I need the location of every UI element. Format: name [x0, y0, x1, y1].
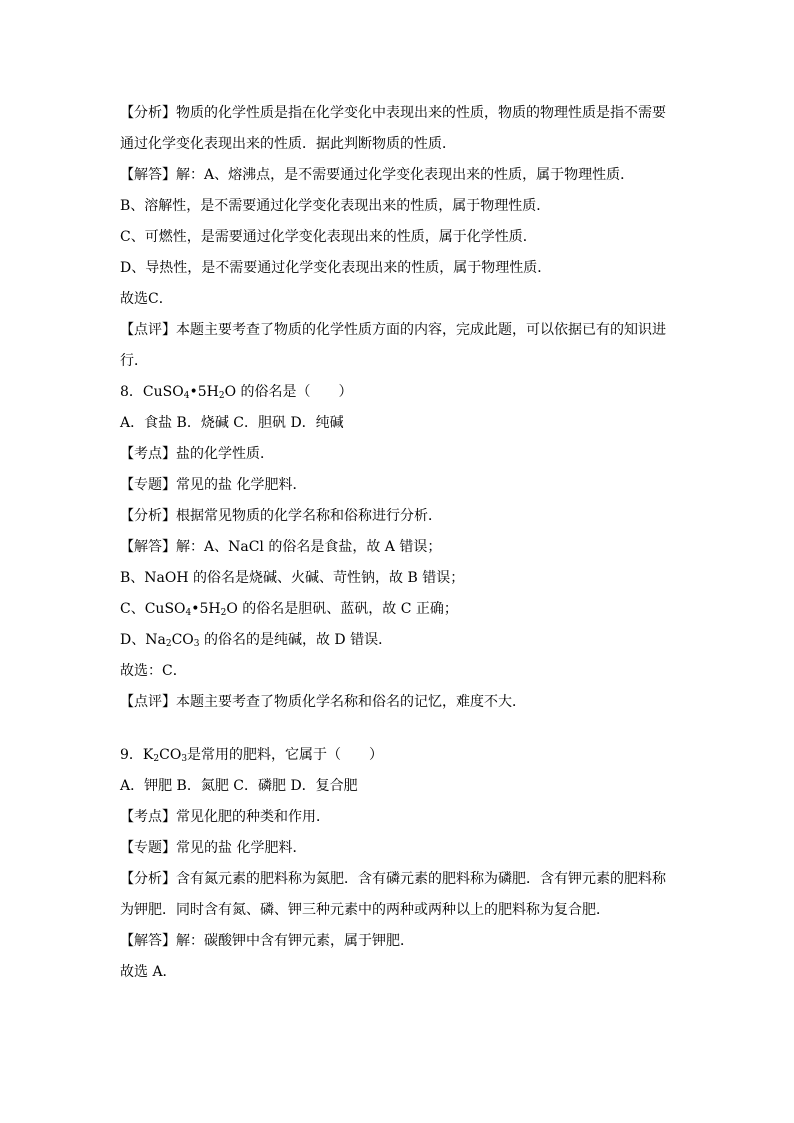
- q7-comment-line-1: 【点评】本题主要考查了物质的化学性质方面的内容，完成此题，可以依据已有的知识进: [120, 322, 666, 338]
- q7-choice: 故选C．: [120, 291, 173, 307]
- q7-analysis-line-2: 通过化学变化表现出来的性质．据此判断物质的性质．: [120, 136, 456, 152]
- q9-analysis-line-2: 为钾肥．同时含有氮、磷、钾三种元素中的两种或两种以上的肥料称为复合肥．: [120, 902, 610, 918]
- q8-topic: 【专题】常见的盐 化学肥料．: [120, 477, 307, 493]
- q8-point: 【考点】盐的化学性质．: [120, 446, 274, 462]
- q8-answer-c: C、$CuSO_4•5H_2O$ 的俗名是胆矾、蓝矾，故 C 正确；: [120, 601, 458, 618]
- q9-stem: 9．$K_2CO_3$是常用的肥料，它属于（ ）: [120, 747, 384, 764]
- q7-analysis-line-1: 【分析】物质的化学性质是指在化学变化中表现出来的性质，物质的物理性质是指不需要: [120, 105, 666, 121]
- q9-topic: 【专题】常见的盐 化学肥料．: [120, 840, 307, 856]
- q7-answer-c: C、可燃性，是需要通过化学变化表现出来的性质，属于化学性质．: [120, 229, 537, 245]
- q7-answer-a: 【解答】解：A、熔沸点，是不需要通过化学变化表现出来的性质，属于物理性质．: [120, 167, 635, 183]
- q7-answer-d: D、导热性，是不需要通过化学变化表现出来的性质，属于物理性质．: [120, 260, 552, 276]
- q8-options: A．食盐 B．烧碱 C．胆矾 D．纯碱: [120, 415, 344, 431]
- q8-choice: 故选：C．: [120, 663, 187, 679]
- q8-answer-a: 【解答】解：A、NaCl 的俗名是食盐，故 A 错误；: [120, 539, 442, 555]
- q9-options: A．钾肥 B．氮肥 C．磷肥 D．复合肥: [120, 778, 358, 794]
- q9-point: 【考点】常见化肥的种类和作用．: [120, 809, 330, 825]
- q9-choice: 故选 A．: [120, 964, 177, 980]
- q8-analysis: 【分析】根据常见物质的化学名称和俗称进行分析．: [120, 508, 442, 524]
- q8-answer-b: B、NaOH 的俗名是烧碱、火碱、苛性钠，故 B 错误；: [120, 570, 465, 586]
- q9-analysis-line-1: 【分析】含有氮元素的肥料称为氮肥．含有磷元素的肥料称为磷肥．含有钾元素的肥料称: [120, 871, 666, 887]
- q7-comment-line-2: 行．: [120, 353, 148, 369]
- q8-comment: 【点评】本题主要考查了物质化学名称和俗名的记忆，难度不大．: [120, 694, 526, 710]
- q7-answer-b: B、溶解性，是不需要通过化学变化表现出来的性质，属于物理性质．: [120, 198, 551, 214]
- q8-answer-d: D、$Na_2CO_3$ 的俗名的是纯碱，故 D 错误．: [120, 632, 393, 649]
- q8-stem: 8．$CuSO_4•5H_2O$ 的俗名是（ ）: [120, 384, 353, 401]
- q9-answer: 【解答】解：碳酸钾中含有钾元素，属于钾肥．: [120, 933, 414, 949]
